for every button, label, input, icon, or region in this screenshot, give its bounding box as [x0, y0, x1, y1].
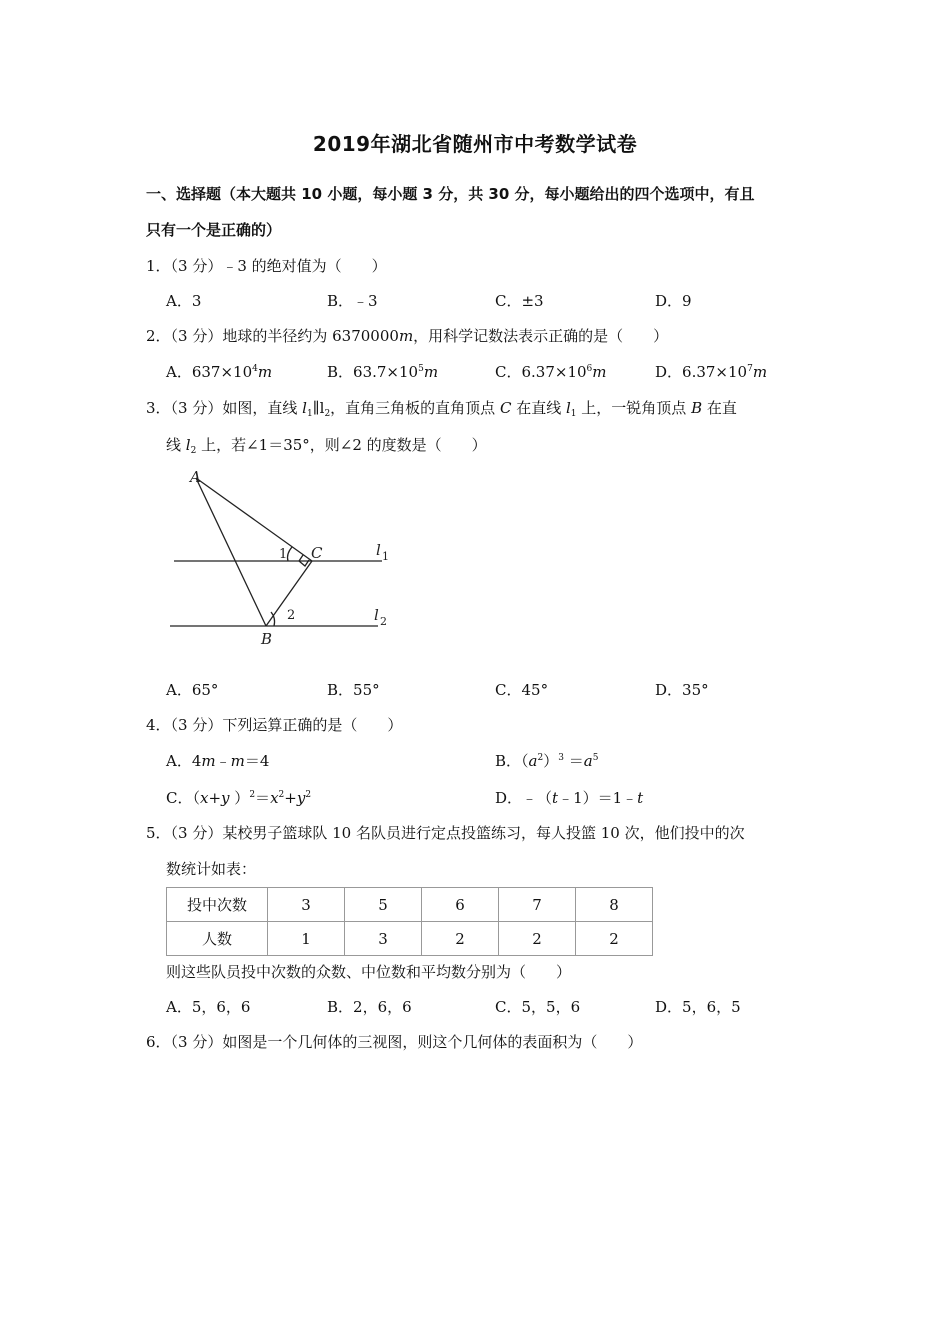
- unit: m: [423, 363, 439, 381]
- q5-option-d: D．5，6，5: [655, 998, 741, 1016]
- section-heading-line1: 一、选择题（本大题共 10 小题，每小题 3 分，共 30 分，每小题给出的四个选项中，有且: [146, 185, 755, 203]
- label-l1: l: [376, 541, 381, 559]
- table-cell: 6: [422, 888, 499, 922]
- exponent: 2: [249, 790, 256, 800]
- option-label: D．: [655, 363, 683, 381]
- segment-ac: [196, 478, 312, 561]
- unit: m: [398, 327, 414, 345]
- q3-geometry-figure: [160, 462, 400, 652]
- term: ）: [543, 752, 559, 770]
- var-b: B: [691, 399, 703, 417]
- option-label: B．: [495, 752, 522, 770]
- var-c: C: [499, 399, 512, 417]
- q4-option-d: [495, 787, 643, 808]
- table-header-cell: 人数: [167, 922, 268, 956]
- table-cell: 1: [268, 922, 345, 956]
- var-y: y: [296, 789, 306, 807]
- q5-option-b: B．2，6，6: [327, 998, 412, 1016]
- question-text: 在直线: [511, 399, 566, 417]
- option-label: A．: [166, 363, 192, 381]
- q1-option-c: C．±3: [495, 292, 544, 310]
- option-base: 6.37×10: [521, 363, 587, 381]
- q4-option-b: [495, 750, 598, 771]
- q5-option-a: A．5，6，6: [166, 998, 251, 1016]
- question-6: [146, 1031, 642, 1052]
- subscript: 2: [190, 446, 197, 456]
- exponent: 3: [558, 753, 564, 763]
- table-row: [167, 888, 653, 922]
- exponent: 5: [592, 753, 599, 763]
- var-x: x: [200, 789, 209, 807]
- question-2: [146, 325, 668, 346]
- term: 4: [191, 752, 202, 770]
- table-row: [167, 922, 653, 956]
- question-5-line1: [146, 822, 745, 843]
- parallel-symbol: ∥: [312, 399, 320, 417]
- q1-option-a: A．3: [166, 292, 202, 310]
- q5-stats-table: [166, 887, 653, 956]
- term: （: [192, 789, 200, 807]
- q2-option-d: [655, 361, 767, 382]
- question-number: 6．: [146, 1033, 171, 1051]
- question-text: （3 分）如图，直线: [170, 399, 303, 417]
- var-a: a: [528, 752, 538, 770]
- term: +: [208, 789, 222, 807]
- option-base: 6.37×10: [682, 363, 748, 381]
- var-t: t: [552, 789, 559, 807]
- question-number: 3．: [146, 399, 171, 417]
- var-m: m: [230, 752, 245, 770]
- option-label: C．: [166, 789, 193, 807]
- exponent: 5: [418, 364, 424, 374]
- exponent: 7: [747, 364, 753, 374]
- var-l: l: [319, 399, 325, 417]
- term: ﹣（: [522, 789, 553, 807]
- page-title: 2019年湖北省随州市中考数学试卷: [312, 132, 638, 156]
- q4-option-a: [166, 750, 269, 771]
- angle-1-arc: [288, 547, 293, 561]
- label-l2: l: [374, 606, 379, 624]
- table-cell: 2: [499, 922, 576, 956]
- term: ）: [229, 789, 250, 807]
- table-cell: 8: [576, 888, 653, 922]
- option-label: D．: [495, 789, 523, 807]
- table-cell: 3: [268, 888, 345, 922]
- question-number: 1．: [146, 257, 171, 275]
- segment-ab: [196, 478, 266, 626]
- question-text: 上，一锐角顶点: [576, 399, 692, 417]
- question-text: ，直角三角板的直角顶点: [330, 399, 500, 417]
- q1-option-b: B．﹣3: [327, 292, 378, 310]
- question-4: [146, 714, 402, 735]
- label-l2-subscript: 2: [380, 615, 387, 628]
- q4-option-c: [166, 787, 311, 808]
- label-b: B: [261, 630, 273, 648]
- question-text: 线: [166, 436, 186, 454]
- exponent: 4: [252, 364, 258, 374]
- q2-option-c: [495, 361, 607, 382]
- table-cell: 2: [576, 922, 653, 956]
- q1-option-d: D．9: [655, 292, 692, 310]
- question-text: （3 分）地球的半径约为 6370000: [170, 327, 399, 345]
- q5-option-c: C．5，5，6: [495, 998, 581, 1016]
- unit: m: [592, 363, 607, 381]
- term: ＝4: [244, 752, 270, 770]
- var-t: t: [637, 789, 644, 807]
- question-number: 4．: [146, 716, 171, 734]
- var-x: x: [270, 789, 279, 807]
- table-cell: 3: [345, 922, 422, 956]
- option-label: C．: [495, 363, 522, 381]
- label-angle-1: 1: [279, 547, 288, 562]
- question-text: ，用科学记数法表示正确的是（ ）: [413, 327, 669, 345]
- table-cell: 5: [345, 888, 422, 922]
- subscript: 1: [570, 409, 577, 419]
- question-number: 2．: [146, 327, 171, 345]
- option-base: 63.7×10: [353, 363, 419, 381]
- q3-option-b: B．55°: [327, 681, 380, 699]
- table-cell: 2: [422, 922, 499, 956]
- question-text: （3 分）某校男子篮球队 10 名队员进行定点投篮练习，每人投篮 10 次，他们投中的次: [170, 824, 745, 842]
- question-text: （3 分）如图是一个几何体的三视图，则这个几何体的表面积为（ ）: [170, 1033, 643, 1051]
- term: +: [284, 789, 297, 807]
- question-text: 上，若∠1＝35°，则∠2 的度数是（ ）: [196, 436, 487, 454]
- option-label: B．: [327, 363, 354, 381]
- section-heading-line2: 只有一个是正确的）: [146, 221, 282, 239]
- table-header-cell: 投中次数: [167, 888, 268, 922]
- label-c: C: [311, 544, 323, 562]
- question-number: 5．: [146, 824, 171, 842]
- term: （: [521, 752, 529, 770]
- term: ﹣: [215, 752, 231, 770]
- term: ＝: [563, 752, 584, 770]
- question-5-line2: 数统计如表：: [166, 860, 257, 878]
- exponent: 2: [537, 753, 544, 763]
- term: ﹣1）＝1﹣: [558, 789, 638, 807]
- option-label: A．: [166, 752, 192, 770]
- q3-option-c: C．45°: [495, 681, 549, 699]
- question-5-prompt: 则这些队员投中次数的众数、中位数和平均数分别为（ ）: [166, 963, 572, 981]
- subscript: 1: [306, 409, 313, 419]
- label-l1-subscript: 1: [382, 550, 389, 563]
- var-a: a: [583, 752, 593, 770]
- subscript: 2: [324, 409, 331, 419]
- var-y: y: [221, 789, 230, 807]
- question-3-line1: [146, 397, 737, 418]
- question-text: （3 分）下列运算正确的是（ ）: [170, 716, 403, 734]
- exponent: 6: [586, 364, 593, 374]
- table-cell: 7: [499, 888, 576, 922]
- question-3-line2: [166, 434, 487, 455]
- var-l: l: [565, 399, 571, 417]
- question-text: （3 分）﹣3 的绝对值为（ ）: [170, 257, 387, 275]
- label-a: A: [190, 468, 201, 486]
- question-text: 在直: [702, 399, 737, 417]
- option-base: 637×10: [191, 363, 253, 381]
- exponent: 2: [278, 790, 285, 800]
- var-m: m: [201, 752, 216, 770]
- q3-option-a: A．65°: [166, 681, 219, 699]
- var-l: l: [185, 436, 191, 454]
- unit: m: [752, 363, 768, 381]
- q2-option-a: [166, 361, 272, 382]
- exponent: 2: [305, 790, 312, 800]
- unit: m: [257, 363, 273, 381]
- question-1: [146, 255, 387, 276]
- q2-option-b: [327, 361, 438, 382]
- q3-option-d: D．35°: [655, 681, 709, 699]
- label-angle-2: 2: [287, 608, 296, 623]
- term: ＝: [255, 789, 271, 807]
- var-l: l: [302, 399, 307, 417]
